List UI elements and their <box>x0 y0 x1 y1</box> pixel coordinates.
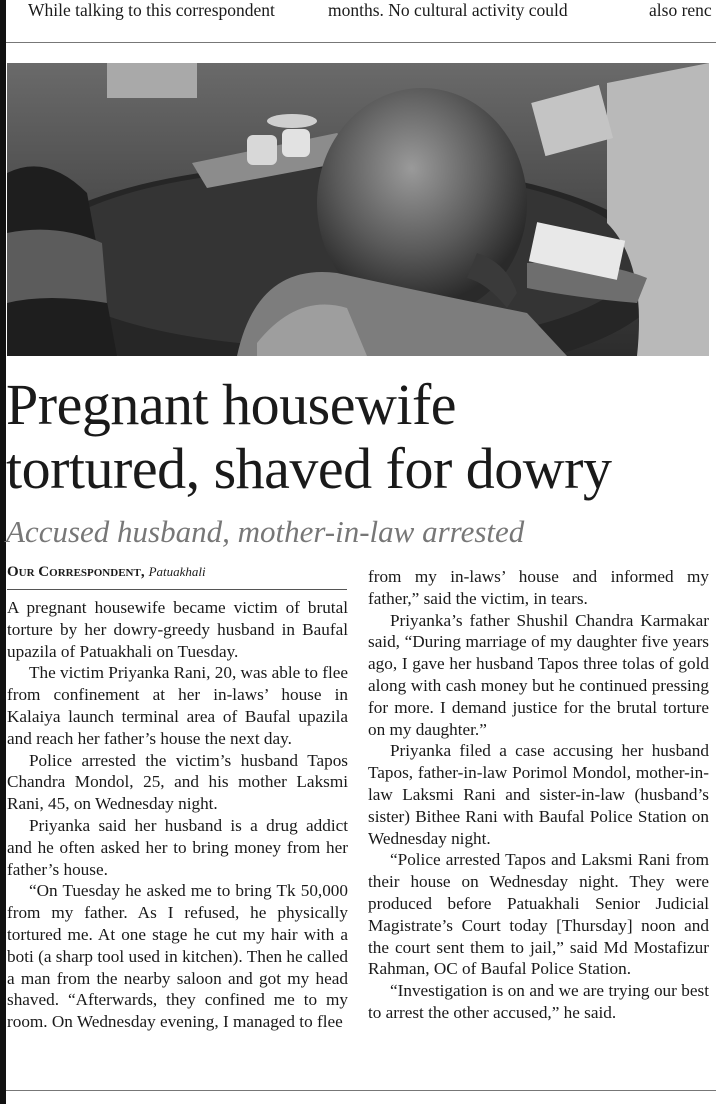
article-photo <box>7 63 709 356</box>
strip-text-col3: also renc <box>649 0 712 20</box>
paragraph: “Police arrested Tapos and Laksmi Rani from their house on Wednesday night. They were produced before Patuakhali Senior Judicial Magistrate’s Court today [Thursday] noon and the court sent them to jail,” said Md Mostafizur Rahman, OC of Baufal Police Station. <box>368 850 709 979</box>
byline-divider <box>7 589 347 590</box>
headline-line-2: tortured, shaved for dowry <box>6 436 612 501</box>
byline-location: Patuakhali <box>148 564 206 579</box>
page-edge-bar <box>0 0 6 1104</box>
article-column-right <box>368 566 709 1024</box>
paragraph: A pregnant housewife became victim of brutal torture by her dowry-greedy husband in Baufal upazila of Patuakhali on Tuesday. <box>7 598 348 661</box>
headline-line-1: Pregnant housewife <box>6 372 457 437</box>
article-subhead: Accused husband, mother-in-law arrested <box>6 514 525 549</box>
byline-author: Our Correspondent, <box>7 564 145 580</box>
bottom-divider <box>6 1090 716 1091</box>
paragraph: The victim Priyanka Rani, 20, was able to flee from confinement at her in-laws’ house in Kalaiya launch terminal area of Baufal upazila and reach her father’s house the next day. <box>7 663 348 748</box>
article-headline <box>6 373 716 501</box>
previous-article-strip <box>6 0 716 22</box>
top-divider <box>6 42 716 43</box>
paragraph: Priyanka said her husband is a drug addict and he often asked her to bring money from her father’s house. <box>7 815 348 879</box>
paragraph: “On Tuesday he asked me to bring Tk 50,000 from my father. As I refused, he physically tortured me. At one stage he cut my hair with a boti (a sharp tool used in kitchen). Then he called a man from the nearby saloon and got my head shaved. “Afterwards, they confined me to my room. On Wednesday evening, I managed to flee <box>7 881 348 1032</box>
paragraph: Police arrested the victim’s husband Tapos Chandra Mondol, 25, and his mother Laksmi Rani, 45, on Wednesday night. <box>7 750 348 814</box>
photo-illustration <box>7 63 709 356</box>
paragraph: Priyanka filed a case accusing her husband Tapos, father-in-law Porimol Mondol, mother-in-law Laksmi Rani and sister-in-law (husband’s sister) Bithee Rani with Baufal Police Station on Wednesday night. <box>368 741 709 848</box>
strip-text-col2: months. No cultural activity could <box>328 0 568 20</box>
strip-text-col1: While talking to this correspondent <box>28 0 275 20</box>
paragraph: “Investigation is on and we are trying our best to arrest the other accused,” he said. <box>368 981 709 1022</box>
paragraph: from my in-laws’ house and informed my father,” said the victim, in tears. <box>368 567 709 608</box>
paragraph: Priyanka’s father Shushil Chandra Karmakar said, “During marriage of my daughter five years ago, I gave her husband Tapos three tolas of gold along with cash money but he continued pressing for more. I demand justice for the brutal torture on my daughter.” <box>368 610 709 739</box>
article-column-left <box>7 597 348 1033</box>
byline <box>7 562 347 583</box>
